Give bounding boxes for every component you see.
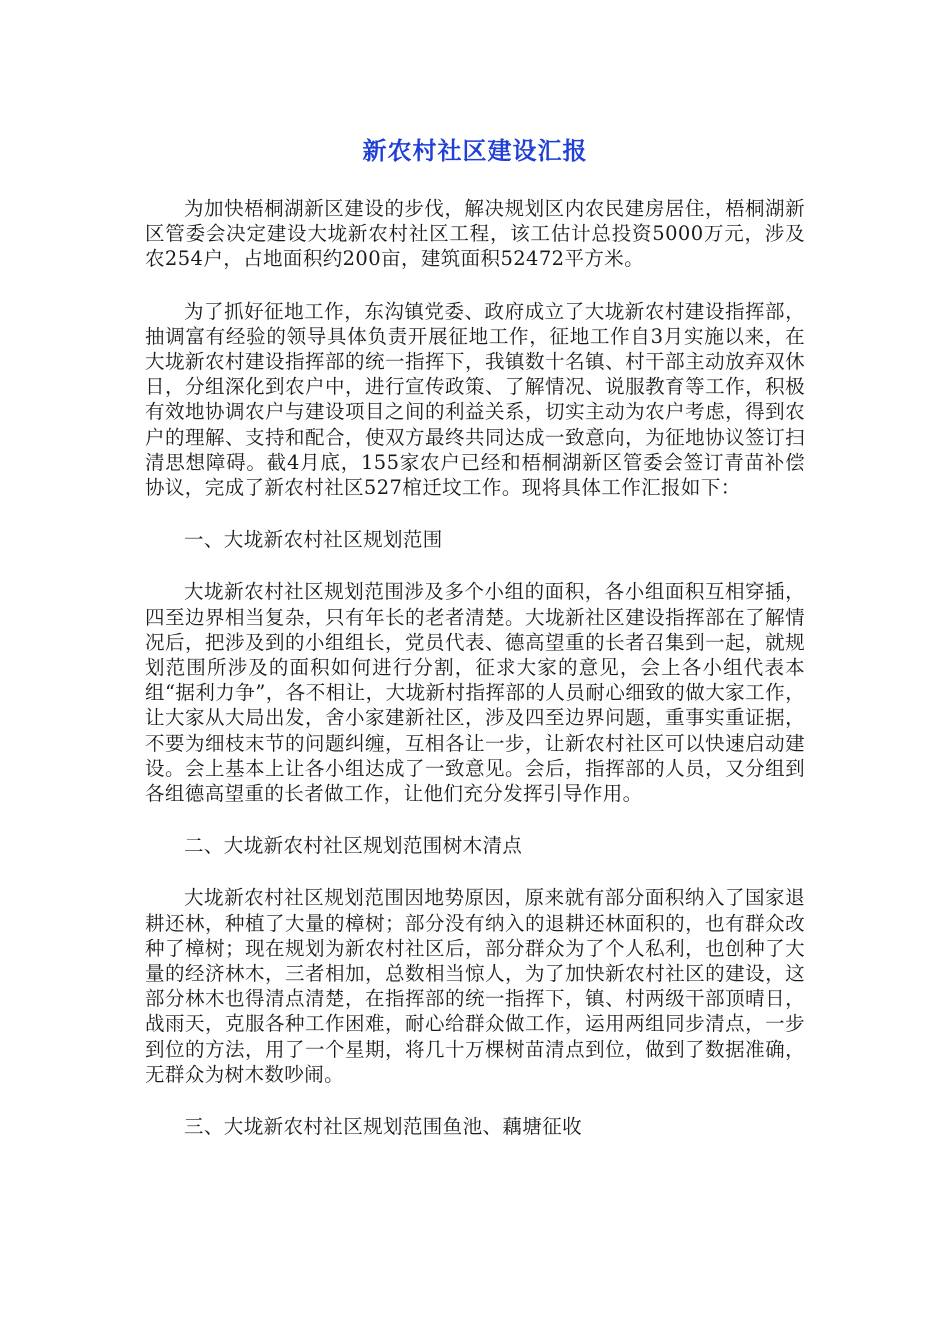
paragraph-intro: 为加快梧桐湖新区建设的步伐，解决规划区内农民建房居住，梧桐湖新区管委会决定建设大垅新农村社区工程，该工估计总投资5000万元，涉及农254户，占地面积约200亩，建筑面积52472平方米。 [145,197,805,271]
paragraph-land-acquisition: 为了抓好征地工作，东沟镇党委、政府成立了大垅新农村建设指挥部，抽调富有经验的领导具体负责开展征地工作，征地工作自3月实施以来，在大垅新农村建设指挥部的统一指挥下，我镇数十名镇、村干部主动放弃双休日，分组深化到农户中，进行宣传政策、了解情况、说服教育等工作，积极有效地协调农户与建设项目之间的利益关系，切实主动为农户考虑，得到农户的理解、支持和配合，使双方最终共同达成一致意向，为征地协议签订扫清思想障碍。截4月底，155家农户已经和梧桐湖新区管委会签订青苗补偿协议，完成了新农村社区527棺迁坟工作。现将具体工作汇报如下： [145,299,805,500]
section-heading-1: 一、大垅新农村社区规划范围 [184,528,443,552]
section-heading-3: 三、大垅新农村社区规划范围鱼池、藕塘征收 [184,1115,583,1139]
paragraph-planning-scope: 大垅新农村社区规划范围涉及多个小组的面积，各小组面积互相穿插，四至边界相当复杂，只有年长的老者清楚。大垅新社区建设指挥部在了解情况后，把涉及到的小组组长，党员代表、德高望重的长者召集到一起，就规划范围所涉及的面积如何进行分割，征求大家的意见，会上各小组代表本组“据利力争”，各不相让，大垅新村指挥部的人员耐心细致的做大家工作，让大家从大局出发，舍小家建新社区，涉及四至边界问题，重事实重证据，不要为细枝末节的问题纠缠，互相各让一步，让新农村社区可以快速启动建设。会上基本上让各小组达成了一致意见。会后，指挥部的人员，又分组到各组德高望重的长者做工作，让他们充分发挥引导作用。 [145,580,805,806]
section-heading-2: 二、大垅新农村社区规划范围树木清点 [184,834,523,858]
paragraph-tree-count: 大垅新农村社区规划范围因地势原因，原来就有部分面积纳入了国家退耕还林，种植了大量的樟树；部分没有纳入的退耕还林面积的，也有群众改种了樟树；现在规划为新农村社区后，部分群众为了个人私利，也创种了大量的经济林木，三者相加，总数相当惊人，为了加快新农村社区的建设，这部分林木也得清点清楚，在指挥部的统一指挥下，镇、村两级干部顶晴日，战雨天，克服各种工作困难，耐心给群众做工作，运用两组同步清点，一步到位的方法，用了一个星期，将几十万棵树苗清点到位，做到了数据准确，无群众为树木数吵闹。 [145,886,805,1086]
document-title: 新农村社区建设汇报 [362,137,588,165]
document-body [145,196,805,1166]
